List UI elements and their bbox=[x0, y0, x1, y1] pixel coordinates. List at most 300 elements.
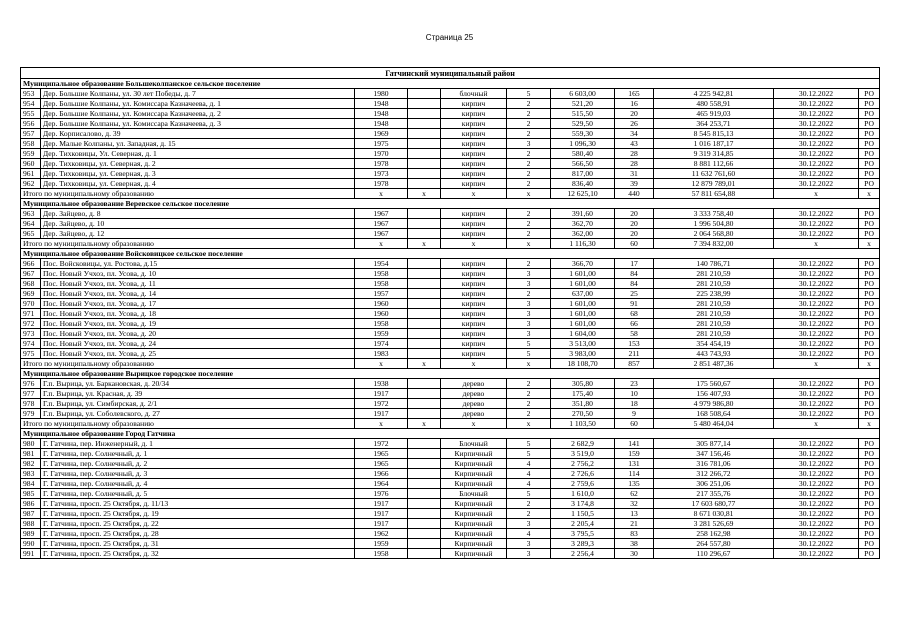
table-row bbox=[21, 269, 880, 279]
cell-method: РО bbox=[859, 109, 880, 119]
table-row bbox=[21, 229, 880, 239]
cell-cost: 168 508,64 bbox=[654, 409, 774, 419]
cell-wall-material: кирпич bbox=[441, 129, 507, 139]
cell-residents: 26 bbox=[615, 119, 654, 129]
cell-row-number: 988 bbox=[21, 519, 41, 529]
cell-area: 566,50 bbox=[551, 159, 615, 169]
cell-year: 1948 bbox=[355, 119, 408, 129]
cell-area: 3 513,00 bbox=[551, 339, 615, 349]
cell-area: 1 150,5 bbox=[551, 509, 615, 519]
cell-cost: 156 407,93 bbox=[654, 389, 774, 399]
cell-walls-extra bbox=[408, 259, 441, 269]
cell-area: 515,50 bbox=[551, 109, 615, 119]
cell-method: РО bbox=[859, 209, 880, 219]
cell-area: 3 519,0 bbox=[551, 449, 615, 459]
cell-method: РО bbox=[859, 329, 880, 339]
cell-wall-material: Кирпичный bbox=[441, 499, 507, 509]
cell-address: Пос. Новый Учхоз, пл. Усова, д. 25 bbox=[41, 349, 355, 359]
cell-area: 2 205,4 bbox=[551, 519, 615, 529]
cell-walls-extra bbox=[408, 379, 441, 389]
cell-year: 1958 bbox=[355, 269, 408, 279]
cell-row-number: 964 bbox=[21, 219, 41, 229]
cell-deadline: 30.12.2022 bbox=[774, 339, 859, 349]
cell-walls-extra bbox=[408, 89, 441, 99]
cell-method: РО bbox=[859, 309, 880, 319]
total-cell: x bbox=[408, 189, 441, 199]
cell-year: 1976 bbox=[355, 489, 408, 499]
cell-method: РО bbox=[859, 499, 880, 509]
cell-floors: 4 bbox=[507, 459, 551, 469]
cell-deadline: 30.12.2022 bbox=[774, 219, 859, 229]
cell-address: Г.п. Вырица, ул. Баркановская, д. 20/34 bbox=[41, 379, 355, 389]
cell-deadline: 30.12.2022 bbox=[774, 99, 859, 109]
cell-row-number: 968 bbox=[21, 279, 41, 289]
cell-address: Пос. Новый Учхоз, пл. Усова, д. 24 bbox=[41, 339, 355, 349]
cell-floors: 3 bbox=[507, 539, 551, 549]
cell-wall-material: кирпич bbox=[441, 159, 507, 169]
cell-walls-extra bbox=[408, 509, 441, 519]
section-title: Муниципальное образование Город Гатчина bbox=[21, 429, 880, 439]
cell-year: 1960 bbox=[355, 309, 408, 319]
section-header-row bbox=[21, 429, 880, 439]
cell-floors: 4 bbox=[507, 469, 551, 479]
cell-area: 305,80 bbox=[551, 379, 615, 389]
total-cell: x bbox=[441, 359, 507, 369]
cell-residents: 20 bbox=[615, 229, 654, 239]
cell-year: 1967 bbox=[355, 229, 408, 239]
cell-method: РО bbox=[859, 469, 880, 479]
cell-address: Г. Гатчина, просп. 25 Октября, д. 32 bbox=[41, 549, 355, 559]
cell-method: РО bbox=[859, 159, 880, 169]
cell-method: РО bbox=[859, 319, 880, 329]
cell-walls-extra bbox=[408, 139, 441, 149]
cell-residents: 91 bbox=[615, 299, 654, 309]
cell-method: РО bbox=[859, 439, 880, 449]
table-row bbox=[21, 519, 880, 529]
table-row bbox=[21, 549, 880, 559]
cell-floors: 3 bbox=[507, 299, 551, 309]
cell-address: Дер. Корписалово, д. 39 bbox=[41, 129, 355, 139]
cell-method: РО bbox=[859, 529, 880, 539]
cell-deadline: 30.12.2022 bbox=[774, 309, 859, 319]
cell-walls-extra bbox=[408, 269, 441, 279]
cell-residents: 23 bbox=[615, 379, 654, 389]
total-cell: x bbox=[859, 419, 880, 429]
table-row bbox=[21, 479, 880, 489]
cell-row-number: 962 bbox=[21, 179, 41, 189]
cell-address: Г. Гатчина, просп. 25 Октября, д. 31 bbox=[41, 539, 355, 549]
total-cell: 7 394 832,00 bbox=[654, 239, 774, 249]
cell-year: 1958 bbox=[355, 319, 408, 329]
cell-wall-material: дерево bbox=[441, 399, 507, 409]
cell-year: 1962 bbox=[355, 529, 408, 539]
cell-floors: 2 bbox=[507, 289, 551, 299]
cell-area: 1 601,00 bbox=[551, 279, 615, 289]
cell-deadline: 30.12.2022 bbox=[774, 169, 859, 179]
cell-residents: 21 bbox=[615, 519, 654, 529]
cell-floors: 2 bbox=[507, 119, 551, 129]
cell-row-number: 985 bbox=[21, 489, 41, 499]
cell-cost: 312 266,72 bbox=[654, 469, 774, 479]
cell-residents: 43 bbox=[615, 139, 654, 149]
cell-cost: 443 743,93 bbox=[654, 349, 774, 359]
cell-floors: 2 bbox=[507, 209, 551, 219]
cell-address: Пос. Новый Учхоз, пл. Усова, д. 19 bbox=[41, 319, 355, 329]
cell-residents: 20 bbox=[615, 109, 654, 119]
cell-area: 6 603,00 bbox=[551, 89, 615, 99]
cell-row-number: 970 bbox=[21, 299, 41, 309]
cell-floors: 3 bbox=[507, 309, 551, 319]
cell-wall-material: Кирпичный bbox=[441, 549, 507, 559]
cell-floors: 2 bbox=[507, 109, 551, 119]
cell-walls-extra bbox=[408, 299, 441, 309]
cell-year: 1975 bbox=[355, 139, 408, 149]
cell-address: Г. Гатчина, просп. 25 Октября, д. 28 bbox=[41, 529, 355, 539]
cell-residents: 30 bbox=[615, 549, 654, 559]
cell-area: 3 983,00 bbox=[551, 349, 615, 359]
cell-row-number: 975 bbox=[21, 349, 41, 359]
cell-residents: 20 bbox=[615, 219, 654, 229]
cell-row-number: 977 bbox=[21, 389, 41, 399]
cell-deadline: 30.12.2022 bbox=[774, 459, 859, 469]
section-title: Муниципальное образование Вырицкое городское поселение bbox=[21, 369, 880, 379]
cell-method: РО bbox=[859, 89, 880, 99]
cell-area: 637,00 bbox=[551, 289, 615, 299]
cell-method: РО bbox=[859, 349, 880, 359]
cell-cost: 12 879 789,01 bbox=[654, 179, 774, 189]
cell-wall-material: Кирпичный bbox=[441, 479, 507, 489]
cell-wall-material: дерево bbox=[441, 379, 507, 389]
cell-deadline: 30.12.2022 bbox=[774, 489, 859, 499]
cell-floors: 3 bbox=[507, 319, 551, 329]
cell-residents: 58 bbox=[615, 329, 654, 339]
cell-residents: 32 bbox=[615, 499, 654, 509]
cell-floors: 3 bbox=[507, 549, 551, 559]
section-title: Муниципальное образование Войсковицкое сельское поселение bbox=[21, 249, 880, 259]
cell-year: 1978 bbox=[355, 159, 408, 169]
cell-row-number: 966 bbox=[21, 259, 41, 269]
cell-wall-material: Блочный bbox=[441, 489, 507, 499]
cell-row-number: 956 bbox=[21, 119, 41, 129]
cell-floors: 3 bbox=[507, 519, 551, 529]
cell-row-number: 979 bbox=[21, 409, 41, 419]
total-row bbox=[21, 189, 880, 199]
cell-cost: 305 877,14 bbox=[654, 439, 774, 449]
cell-method: РО bbox=[859, 229, 880, 239]
cell-walls-extra bbox=[408, 169, 441, 179]
cell-address: Дер. Зайцево, д. 8 bbox=[41, 209, 355, 219]
total-cell: x bbox=[408, 359, 441, 369]
cell-address: Дер. Большие Колпаны, ул. Комиссара Казначеева, д. 2 bbox=[41, 109, 355, 119]
cell-floors: 2 bbox=[507, 149, 551, 159]
cell-floors: 2 bbox=[507, 409, 551, 419]
cell-address: Г.п. Вырица, ул. Симбирская, д. 2/1 bbox=[41, 399, 355, 409]
table-row bbox=[21, 499, 880, 509]
table-row bbox=[21, 329, 880, 339]
cell-floors: 2 bbox=[507, 509, 551, 519]
cell-row-number: 965 bbox=[21, 229, 41, 239]
cell-address: Дер. Большие Колпаны, ул. 30 лет Победы, д. 7 bbox=[41, 89, 355, 99]
cell-floors: 2 bbox=[507, 499, 551, 509]
cell-area: 1 610,0 bbox=[551, 489, 615, 499]
cell-year: 1970 bbox=[355, 149, 408, 159]
cell-cost: 3 281 526,69 bbox=[654, 519, 774, 529]
cell-method: РО bbox=[859, 259, 880, 269]
cell-walls-extra bbox=[408, 159, 441, 169]
cell-deadline: 30.12.2022 bbox=[774, 149, 859, 159]
cell-area: 580,40 bbox=[551, 149, 615, 159]
total-cell: 12 625,10 bbox=[551, 189, 615, 199]
cell-residents: 25 bbox=[615, 289, 654, 299]
cell-cost: 2 064 568,80 bbox=[654, 229, 774, 239]
cell-residents: 153 bbox=[615, 339, 654, 349]
cell-row-number: 969 bbox=[21, 289, 41, 299]
cell-method: РО bbox=[859, 299, 880, 309]
cell-address: Дер. Малые Колпаны, ул. Западная, д. 15 bbox=[41, 139, 355, 149]
table-row bbox=[21, 109, 880, 119]
cell-year: 1938 bbox=[355, 379, 408, 389]
table-title-row bbox=[21, 68, 880, 79]
cell-cost: 8 545 815,13 bbox=[654, 129, 774, 139]
table-row bbox=[21, 99, 880, 109]
cell-wall-material: кирпич bbox=[441, 109, 507, 119]
page-header: Страница 25 bbox=[425, 33, 474, 42]
cell-wall-material: Кирпичный bbox=[441, 449, 507, 459]
total-cell: x bbox=[774, 189, 859, 199]
cell-method: РО bbox=[859, 449, 880, 459]
cell-method: РО bbox=[859, 339, 880, 349]
table-row bbox=[21, 469, 880, 479]
cell-walls-extra bbox=[408, 309, 441, 319]
cell-area: 1 096,30 bbox=[551, 139, 615, 149]
cell-method: РО bbox=[859, 289, 880, 299]
cell-walls-extra bbox=[408, 389, 441, 399]
cell-walls-extra bbox=[408, 449, 441, 459]
cell-deadline: 30.12.2022 bbox=[774, 409, 859, 419]
cell-walls-extra bbox=[408, 439, 441, 449]
cell-walls-extra bbox=[408, 529, 441, 539]
cell-walls-extra bbox=[408, 489, 441, 499]
cell-wall-material: дерево bbox=[441, 409, 507, 419]
cell-floors: 2 bbox=[507, 379, 551, 389]
cell-method: РО bbox=[859, 399, 880, 409]
cell-deadline: 30.12.2022 bbox=[774, 439, 859, 449]
cell-deadline: 30.12.2022 bbox=[774, 129, 859, 139]
total-cell: 57 811 654,88 bbox=[654, 189, 774, 199]
cell-floors: 2 bbox=[507, 99, 551, 109]
table-row bbox=[21, 259, 880, 269]
total-cell: x bbox=[441, 419, 507, 429]
table-row bbox=[21, 489, 880, 499]
cell-address: Дер. Тихковицы, ул. Северная, д. 3 bbox=[41, 169, 355, 179]
cell-wall-material: кирпич bbox=[441, 339, 507, 349]
table-row bbox=[21, 89, 880, 99]
cell-walls-extra bbox=[408, 109, 441, 119]
table-row bbox=[21, 219, 880, 229]
total-cell: x bbox=[859, 239, 880, 249]
cell-residents: 39 bbox=[615, 179, 654, 189]
cell-address: Г. Гатчина, пер. Инженерный, д. 1 bbox=[41, 439, 355, 449]
table-row bbox=[21, 159, 880, 169]
cell-residents: 84 bbox=[615, 269, 654, 279]
cell-method: РО bbox=[859, 179, 880, 189]
cell-residents: 83 bbox=[615, 529, 654, 539]
cell-walls-extra bbox=[408, 149, 441, 159]
cell-year: 1948 bbox=[355, 99, 408, 109]
cell-deadline: 30.12.2022 bbox=[774, 289, 859, 299]
cell-address: Пос. Новый Учхоз, пл. Усова, д. 18 bbox=[41, 309, 355, 319]
cell-method: РО bbox=[859, 539, 880, 549]
cell-row-number: 955 bbox=[21, 109, 41, 119]
cell-year: 1969 bbox=[355, 129, 408, 139]
cell-residents: 20 bbox=[615, 209, 654, 219]
cell-method: РО bbox=[859, 459, 880, 469]
cell-wall-material: Кирпичный bbox=[441, 519, 507, 529]
total-cell: x bbox=[774, 359, 859, 369]
cell-floors: 3 bbox=[507, 269, 551, 279]
cell-residents: 28 bbox=[615, 159, 654, 169]
cell-area: 3 174,8 bbox=[551, 499, 615, 509]
table-row bbox=[21, 279, 880, 289]
total-cell: x bbox=[408, 239, 441, 249]
cell-deadline: 30.12.2022 bbox=[774, 209, 859, 219]
cell-walls-extra bbox=[408, 209, 441, 219]
cell-year: 1957 bbox=[355, 289, 408, 299]
cell-deadline: 30.12.2022 bbox=[774, 109, 859, 119]
total-cell: 440 bbox=[615, 189, 654, 199]
cell-deadline: 30.12.2022 bbox=[774, 279, 859, 289]
cell-residents: 211 bbox=[615, 349, 654, 359]
cell-wall-material: Кирпичный bbox=[441, 509, 507, 519]
cell-walls-extra bbox=[408, 179, 441, 189]
cell-area: 362,70 bbox=[551, 219, 615, 229]
cell-residents: 135 bbox=[615, 479, 654, 489]
cell-deadline: 30.12.2022 bbox=[774, 139, 859, 149]
cell-wall-material: кирпич bbox=[441, 349, 507, 359]
table-row bbox=[21, 529, 880, 539]
table-row bbox=[21, 139, 880, 149]
cell-address: Г. Гатчина, пер. Солнечный, д. 1 bbox=[41, 449, 355, 459]
cell-year: 1967 bbox=[355, 209, 408, 219]
cell-floors: 2 bbox=[507, 179, 551, 189]
cell-year: 1972 bbox=[355, 399, 408, 409]
cell-row-number: 960 bbox=[21, 159, 41, 169]
cell-year: 1974 bbox=[355, 339, 408, 349]
cell-area: 529,50 bbox=[551, 119, 615, 129]
total-cell: 857 bbox=[615, 359, 654, 369]
cell-row-number: 973 bbox=[21, 329, 41, 339]
cell-row-number: 971 bbox=[21, 309, 41, 319]
cell-method: РО bbox=[859, 379, 880, 389]
cell-floors: 4 bbox=[507, 479, 551, 489]
cell-wall-material: Кирпичный bbox=[441, 539, 507, 549]
section-header-row bbox=[21, 249, 880, 259]
table-row bbox=[21, 309, 880, 319]
table-row bbox=[21, 399, 880, 409]
cell-residents: 38 bbox=[615, 539, 654, 549]
total-cell: x bbox=[507, 359, 551, 369]
cell-row-number: 959 bbox=[21, 149, 41, 159]
cell-area: 817,00 bbox=[551, 169, 615, 179]
cell-method: РО bbox=[859, 509, 880, 519]
cell-floors: 3 bbox=[507, 329, 551, 339]
cell-area: 391,60 bbox=[551, 209, 615, 219]
cell-area: 1 601,00 bbox=[551, 269, 615, 279]
cell-cost: 17 603 680,77 bbox=[654, 499, 774, 509]
cell-row-number: 957 bbox=[21, 129, 41, 139]
cell-year: 1917 bbox=[355, 389, 408, 399]
cell-deadline: 30.12.2022 bbox=[774, 179, 859, 189]
cell-address: Г. Гатчина, пер. Солнечный, д. 3 bbox=[41, 469, 355, 479]
cell-wall-material: кирпич bbox=[441, 219, 507, 229]
cell-method: РО bbox=[859, 489, 880, 499]
cell-area: 836,40 bbox=[551, 179, 615, 189]
cell-floors: 3 bbox=[507, 279, 551, 289]
cell-residents: 18 bbox=[615, 399, 654, 409]
cell-walls-extra bbox=[408, 399, 441, 409]
cell-method: РО bbox=[859, 279, 880, 289]
cell-year: 1917 bbox=[355, 519, 408, 529]
cell-deadline: 30.12.2022 bbox=[774, 389, 859, 399]
cell-year: 1966 bbox=[355, 469, 408, 479]
cell-cost: 9 319 314,85 bbox=[654, 149, 774, 159]
cell-walls-extra bbox=[408, 279, 441, 289]
cell-year: 1948 bbox=[355, 109, 408, 119]
cell-residents: 165 bbox=[615, 89, 654, 99]
total-cell: 5 480 464,04 bbox=[654, 419, 774, 429]
table-row bbox=[21, 449, 880, 459]
cell-cost: 264 557,80 bbox=[654, 539, 774, 549]
cell-row-number: 981 bbox=[21, 449, 41, 459]
cell-wall-material: Блочный bbox=[441, 439, 507, 449]
cell-cost: 8 881 112,66 bbox=[654, 159, 774, 169]
table-row bbox=[21, 409, 880, 419]
cell-deadline: 30.12.2022 bbox=[774, 529, 859, 539]
cell-walls-extra bbox=[408, 499, 441, 509]
section-header-row bbox=[21, 199, 880, 209]
cell-area: 1 601,00 bbox=[551, 319, 615, 329]
cell-cost: 110 296,67 bbox=[654, 549, 774, 559]
cell-cost: 1 016 187,17 bbox=[654, 139, 774, 149]
cell-address: Дер. Тихковицы, ул. Северная, д. 4 bbox=[41, 179, 355, 189]
cell-cost: 4 225 942,81 bbox=[654, 89, 774, 99]
total-cell: x bbox=[441, 239, 507, 249]
cell-area: 559,30 bbox=[551, 129, 615, 139]
cell-residents: 62 bbox=[615, 489, 654, 499]
cell-wall-material: кирпич bbox=[441, 329, 507, 339]
cell-deadline: 30.12.2022 bbox=[774, 299, 859, 309]
cell-walls-extra bbox=[408, 289, 441, 299]
cell-row-number: 967 bbox=[21, 269, 41, 279]
cell-address: Г.п. Вырица, ул. Соболевского, д. 27 bbox=[41, 409, 355, 419]
total-cell: x bbox=[507, 239, 551, 249]
cell-address: Дер. Тихковицы, Ул. Северная, д. 1 bbox=[41, 149, 355, 159]
table-row bbox=[21, 129, 880, 139]
cell-year: 1983 bbox=[355, 349, 408, 359]
cell-row-number: 990 bbox=[21, 539, 41, 549]
cell-cost: 1 996 504,80 bbox=[654, 219, 774, 229]
cell-deadline: 30.12.2022 bbox=[774, 509, 859, 519]
cell-wall-material: Кирпичный bbox=[441, 469, 507, 479]
total-cell: x bbox=[408, 419, 441, 429]
cell-wall-material: кирпич bbox=[441, 209, 507, 219]
table-row bbox=[21, 339, 880, 349]
cell-walls-extra bbox=[408, 329, 441, 339]
cell-wall-material: кирпич bbox=[441, 169, 507, 179]
total-cell: 2 851 487,36 bbox=[654, 359, 774, 369]
cell-cost: 347 156,46 bbox=[654, 449, 774, 459]
table-row bbox=[21, 169, 880, 179]
